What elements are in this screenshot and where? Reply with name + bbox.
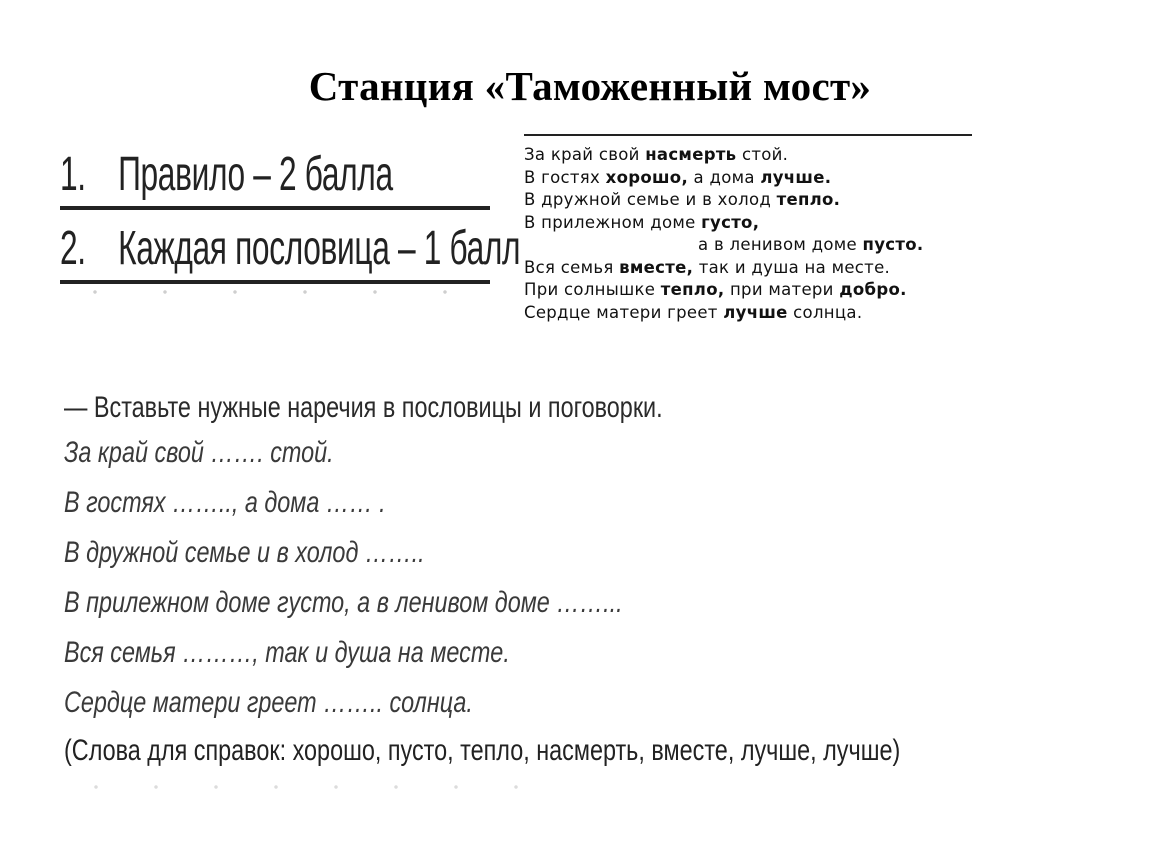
answer-key-proverb — [524, 257, 972, 280]
answer-key-proverb — [524, 212, 972, 235]
proverb-text: а дома — [688, 167, 761, 187]
rule-number: 2. — [60, 222, 86, 275]
answer-key-rule — [524, 134, 972, 136]
proverb-text: а в ленивом доме — [698, 235, 863, 254]
proverb-text: при матери — [724, 280, 840, 299]
proverb-blank-line: Вся семья ………, так и душа на месте. — [64, 636, 510, 669]
scoring-rules — [60, 146, 521, 296]
exercise-heading: — Вставьте нужные наречия в пословицы и поговорки. — [64, 391, 663, 424]
reference-words: (Слова для справок: хорошо, пусто, тепло, насмерть, вместе, лучше, лучше) — [64, 734, 901, 767]
proverb-blank-line: В прилежном доме густо, а в ленивом доме ……... — [64, 586, 623, 619]
answer-key-proverb — [524, 234, 972, 257]
answer-key — [524, 134, 972, 324]
answer-word: тепло. — [776, 190, 841, 209]
rule-item — [60, 220, 521, 278]
proverb-text: стой. — [736, 145, 789, 164]
answer-word: лучше — [723, 302, 788, 322]
exercise — [64, 388, 1136, 774]
proverb-text: Сердце матери греет — [524, 302, 724, 322]
answer-word: пусто. — [862, 235, 924, 254]
answer-word: хорошо, — [605, 167, 689, 187]
proverb-text: солнца. — [787, 302, 863, 322]
rule-underline — [60, 206, 490, 210]
proverb-blank-line: Сердце матери греет …….. солнца. — [64, 686, 473, 719]
rule-item — [60, 146, 393, 204]
answer-word: густо, — [701, 212, 760, 232]
proverb-text: Вся семья — [524, 257, 620, 277]
answer-key-proverb — [524, 189, 972, 212]
cropped-text-fragment — [66, 784, 546, 790]
proverb-text: В гостях — [524, 167, 606, 187]
answer-word: тепло, — [660, 280, 725, 299]
proverb-blank-line: В гостях …….., а дома …… . — [64, 486, 386, 519]
rule-text: Каждая пословица – 1 балл — [118, 222, 521, 275]
rule-underline — [60, 280, 490, 284]
answer-key-proverb — [524, 302, 972, 325]
answer-key-proverb — [524, 144, 972, 167]
proverb-text: В дружной семье и в холод — [524, 190, 777, 209]
answer-word: насмерть — [645, 145, 737, 164]
proverb-blank-line: За край свой ……. стой. — [64, 436, 334, 469]
cropped-text-fragment — [60, 288, 490, 296]
answer-word: лучше. — [760, 167, 832, 187]
answer-key-proverb — [524, 279, 972, 302]
proverb-text: так и душа на месте. — [693, 257, 891, 277]
answer-key-proverb — [524, 167, 972, 190]
rule-number: 1. — [60, 148, 86, 201]
answer-word: вместе, — [619, 257, 694, 277]
proverb-blank-line: В дружной семье и в холод …….. — [64, 536, 425, 569]
proverb-text: За край свой — [524, 145, 646, 164]
answer-key-list — [524, 144, 972, 324]
rule-text: Правило – 2 балла — [118, 148, 393, 201]
proverb-text: При солнышке — [524, 280, 661, 299]
proverb-text: В прилежном доме — [524, 212, 702, 232]
answer-word: добро. — [839, 280, 907, 299]
page-title: Станция «Таможенный мост» — [308, 63, 872, 109]
